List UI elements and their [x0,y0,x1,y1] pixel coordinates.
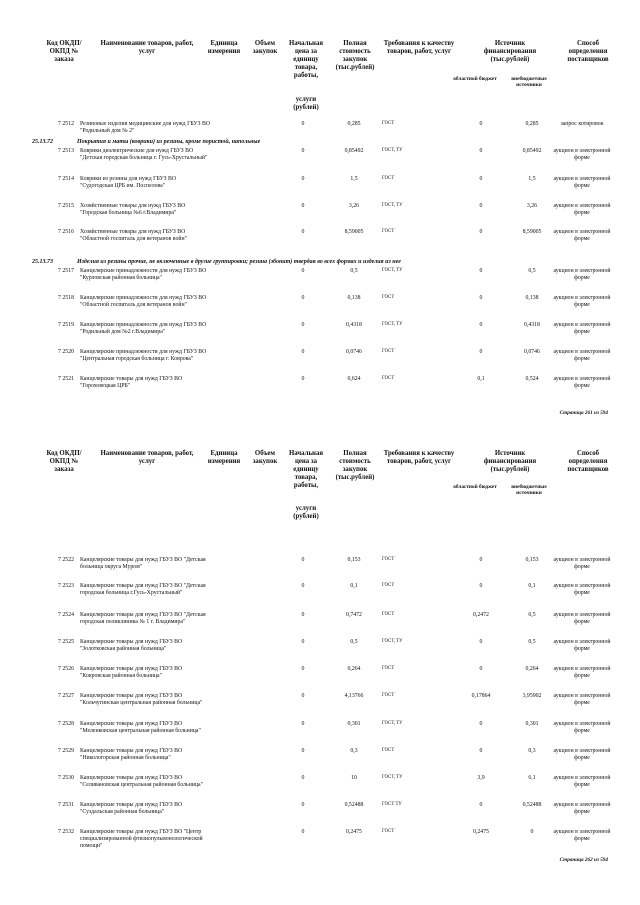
row-method: аукцион в электронной форме [553,203,611,216]
row-total: 3,26 [348,203,360,209]
row-requirements: ГОСТ, ТУ [382,268,403,273]
row-code: 7 2532 [58,829,74,835]
row-code: 7 2517 [58,268,74,274]
row-price: 0 [301,376,305,382]
row-nonbudget: 0,5 [528,268,536,274]
section-code: 25.13.72 [32,139,53,145]
row-regional: 0 [479,721,483,727]
header-code: Код ОКДП/ ОКПД № заказа [46,40,82,63]
row-total: 0,1 [350,583,358,589]
row-code: 7 2512 [58,121,74,127]
row-regional: 0 [479,349,483,355]
row-requirements: ГОСТ, ТУ [382,639,403,644]
row-code: 7 2524 [58,612,74,618]
row-total: 0,5 [350,639,358,645]
row-nonbudget: 6,1 [528,775,536,781]
row-code: 7 2520 [58,349,74,355]
row-price: 0 [301,612,305,618]
row-code: 7 2529 [58,748,74,754]
row-total: 8,59005 [344,229,364,235]
row-nonbudget: 0,52488 [522,802,542,808]
header-source-regional: областной бюджет [453,484,497,490]
row-method: аукцион в электронной форме [553,229,611,242]
row-name: Канцелярские товары для нужд ГБУЗ ВО "Детская городская поликлиника № 1 г. Владимира" [80,612,206,625]
row-method: аукцион в электронной форме [553,295,611,308]
row-code: 7 2522 [58,557,74,563]
document-page-2 [0,440,640,905]
row-method: аукцион в электронной форме [553,612,611,625]
row-method: аукцион в электронной форме [553,775,611,788]
row-name: Коврики из резины для нужд ГБУЗ ВО "Судогодская ЦРБ им. Поспелова" [80,176,176,189]
row-total: 10 [351,775,357,781]
header-price: Начальная цена за единицу товара, работы, [288,450,324,489]
row-regional: 0 [479,268,483,274]
row-regional: 3,9 [477,775,485,781]
row-regional: 0 [479,802,483,808]
row-nonbudget: 0,301 [525,721,539,727]
row-name: Хозяйственные товары для нужд ГБУЗ ВО "Областной госпиталь для ветеранов войн" [80,229,187,242]
row-code: 7 2527 [58,693,74,699]
row-requirements: ГОСТ [382,829,395,834]
row-requirements: ГОСТ [382,229,395,234]
header-source-regional: областной бюджет [453,76,497,82]
row-regional: 0 [479,322,483,328]
document-page-1 [0,0,640,418]
row-requirements: ГОСТ [382,121,395,126]
row-nonbudget: 0,264 [525,666,539,672]
table-header [0,0,640,111]
header-source-nonbudget: внебюджетные источники [511,76,547,89]
row-requirements: ГОСТ [382,295,395,300]
row-regional: 0 [479,583,483,589]
row-regional: 0 [479,748,483,754]
row-price: 0 [301,203,305,209]
row-method: аукцион в электронной форме [553,583,611,596]
row-total: 0,4318 [346,322,362,328]
header-volume: Объем закупок [252,450,278,465]
row-nonbudget: 0,285 [525,121,539,127]
header-method: Способ определения поставщиков [567,450,609,473]
row-nonbudget: 0,85492 [522,148,542,154]
header-code: Код ОКДП/ ОКПД № заказа [46,450,82,473]
row-nonbudget: 1,5 [528,176,536,182]
row-name: Канцелярские товары для нужд ГБУЗ ВО "Никологорская районная больница" [80,748,183,761]
row-requirements: ГОСТ, ТУ [382,775,403,780]
row-code: 7 2515 [58,203,74,209]
row-method: аукцион в электронной форме [553,802,611,815]
row-requirements: ГОСТ, ТУ [382,203,403,208]
section-code: 25.13.73 [32,259,53,265]
row-name: Канцелярские товары для нужд ГБУЗ ВО "Золотковская районная больница" [80,639,183,652]
row-total: 1,5 [350,176,358,182]
row-name: Канцелярские товары для нужд ГБУЗ ВО "Меленковская центральная районная больница" [80,721,201,734]
row-nonbudget: 0,3 [528,748,536,754]
row-total: 0,153 [347,557,361,563]
header-unit: Единица измерения [207,450,241,465]
header-price-sub: услуги (рублей) [293,505,319,520]
row-method: аукцион в электронной форме [553,829,611,842]
row-name: Канцелярские принадлежности для нужд ГБУЗ ВО "Родильный дом №2 г.Владимира" [80,322,207,335]
section-title: Покрытия и маты (коврики) из резины, кроме пористой, напольные [77,139,261,145]
row-name: Канцелярские товары для нужд ГБУЗ ВО "Детская городская больница г.Гусь-Хрустальный" [80,583,206,596]
row-regional: 0 [479,666,483,672]
row-code: 7 2525 [58,639,74,645]
row-nonbudget: 0,524 [525,376,539,382]
row-method: аукцион в электронной форме [553,268,611,281]
row-nonbudget: 0,1 [528,583,536,589]
header-name: Наименование товаров, работ, услуг [100,40,194,55]
row-requirements: ГОСТ ТУ [382,802,402,807]
row-name: Хозяйственные товары для нужд ГБУЗ ВО "Городская больница №6 г.Владимира" [80,203,186,216]
row-nonbudget: 3,26 [526,203,538,209]
row-name: Канцелярские товары для нужд ГБУЗ ВО "Кольчугинская центральная районная больница" [80,693,203,706]
row-method: аукцион в электронной форме [553,666,611,679]
row-requirements: ГОСТ, ТУ [382,148,403,153]
row-nonbudget: 8,59005 [522,229,542,235]
row-code: 7 2528 [58,721,74,727]
row-total: 0,7472 [346,612,362,618]
row-price: 0 [301,775,305,781]
row-price: 0 [301,748,305,754]
row-regional: 0 [479,176,483,182]
row-total: 0,0746 [346,349,362,355]
row-code: 7 2518 [58,295,74,301]
row-nonbudget: 0,138 [525,295,539,301]
row-requirements: ГОСТ [382,693,395,698]
header-source-nonbudget: внебюджетные источники [511,484,547,497]
row-price: 0 [301,148,305,154]
row-method: аукцион в электронной форме [553,148,611,161]
row-requirements: ГОСТ [382,583,395,588]
row-regional: 0,1 [477,376,485,382]
table-header [0,440,640,540]
row-code: 7 2530 [58,775,74,781]
row-requirements: ГОСТ [382,349,395,354]
row-regional: 0 [479,121,483,127]
row-requirements: ГОСТ [382,748,395,753]
row-price: 0 [301,176,305,182]
row-name: Канцелярские принадлежности для нужд ГБУЗ ВО "Курловская районная больница" [80,268,207,281]
row-regional: 0 [479,557,483,563]
row-regional: 0 [479,295,483,301]
row-method: аукцион в электронной форме [553,322,611,335]
row-price: 0 [301,349,305,355]
row-name: Канцелярские товары для нужд ГБУЗ ВО "Детская больница округа Муром" [80,557,206,570]
header-requirements: Требования к качеству товаров, работ, услуг [383,40,455,55]
row-price: 0 [301,583,305,589]
header-requirements: Требования к качеству товаров, работ, услуг [383,450,455,465]
row-price: 0 [301,829,305,835]
row-method: аукцион в электронной форме [553,639,611,652]
section-title: Изделия из резины прочие, не включенные в другие группировки; резина (эбонит) твердая во всех формах и изделия из нее [77,259,401,265]
page-footer: Страница 261 из 594 [559,410,608,416]
row-requirements: ГОСТ, ТУ [382,721,403,726]
row-total: 0,3 [350,748,358,754]
row-name: Канцелярские товары для нужд ГБУЗ ВО "Суздальская районная больница" [80,802,183,815]
row-total: 0,5 [350,268,358,274]
section-heading [32,139,612,146]
header-total: Полная стоимость закупок (тыс.рублей) [335,450,375,481]
row-total: 0,285 [347,121,361,127]
row-nonbudget: 0,0746 [524,349,540,355]
row-code: 7 2523 [58,583,74,589]
row-method: аукцион в электронной форме [553,376,611,389]
row-method: аукцион в электронной форме [553,693,611,706]
row-requirements: ГОСТ [382,376,395,381]
row-method: аукцион в электронной форме [553,721,611,734]
row-nonbudget: 0,153 [525,557,539,563]
row-regional: 0,17864 [471,693,491,699]
row-code: 7 2514 [58,176,74,182]
header-method: Способ определения поставщиков [567,40,609,63]
row-total: 0,138 [347,295,361,301]
row-regional: 0,2472 [473,612,489,618]
row-name: Канцелярские принадлежности для нужд ГБУЗ ВО "Областной госпиталь для ветеранов войн" [80,295,207,308]
row-regional: 0 [479,229,483,235]
row-code: 7 2516 [58,229,74,235]
row-price: 0 [301,295,305,301]
row-nonbudget: 3,95902 [522,693,542,699]
row-requirements: ГОСТ [382,557,395,562]
row-price: 0 [301,268,305,274]
row-name: Канцелярские товары для нужд ГБУЗ ВО "Центр специализированной фтизиопульмонологической помощи" [80,829,203,849]
row-code: 7 2519 [58,322,74,328]
header-source: Источник финансирования (тыс.рублей) [483,40,537,63]
row-total: 0,624 [347,376,361,382]
row-requirements: ГОСТ, ТУ [382,322,403,327]
header-source: Источник финансирования (тыс.рублей) [483,450,537,473]
row-code: 7 2531 [58,802,74,808]
row-requirements: ГОСТ [382,612,395,617]
row-total: 4,13766 [344,693,364,699]
row-nonbudget: 0,5 [528,612,536,618]
header-name: Наименование товаров, работ, услуг [100,450,194,465]
row-regional: 0 [479,148,483,154]
row-name: Канцелярские товары для нужд ГБУЗ ВО "Ковровская районная больница" [80,666,183,679]
row-total: 0,2475 [346,829,362,835]
row-total: 0,301 [347,721,361,727]
row-code: 7 2526 [58,666,74,672]
row-method: аукцион в электронной форме [553,557,611,570]
row-price: 0 [301,666,305,672]
row-name: Канцелярские товары для нужд ГБУЗ ВО "Гороховецкая ЦРБ" [80,376,183,389]
page-footer: Страница 262 из 594 [559,857,608,863]
row-nonbudget: 0,4318 [524,322,540,328]
header-price-sub: услуги (рублей) [293,96,319,111]
row-name: Резиновые изделия медицинские для нужд ГБУЗ ВО "Родильный дом № 2" [80,121,210,134]
row-regional: 0 [479,203,483,209]
row-code: 7 2513 [58,148,74,154]
row-regional: 0,2475 [473,829,489,835]
row-price: 0 [301,721,305,727]
row-price: 0 [301,557,305,563]
row-code: 7 2521 [58,376,74,382]
row-method: аукцион в электронной форме [553,748,611,761]
row-nonbudget: 0 [530,829,534,835]
row-name: Коврики диэлектрические для нужд ГБУЗ ВО "Детская городская больница г. Гусь-Хрустальный" [80,148,208,161]
row-price: 0 [301,322,305,328]
row-method: аукцион в электронной форме [553,176,611,189]
row-requirements: ГОСТ [382,176,395,181]
row-method: аукцион в электронной форме [553,349,611,362]
section-heading [32,259,612,266]
row-method: запрос котировок [560,121,604,127]
row-total: 0,85492 [344,148,364,154]
row-total: 0,52488 [344,802,364,808]
row-price: 0 [301,639,305,645]
header-price: Начальная цена за единицу товара, работы, [288,40,324,79]
row-nonbudget: 0,5 [528,639,536,645]
row-regional: 0 [479,639,483,645]
header-total: Полная стоимость закупок (тыс.рублей) [335,40,375,71]
row-price: 0 [301,693,305,699]
header-volume: Объем закупок [252,40,278,55]
header-unit: Единица измерения [207,40,241,55]
row-total: 0,264 [347,666,361,672]
row-price: 0 [301,121,305,127]
row-name: Канцелярские товары для нужд ГБУЗ ВО "Селивановская центральная районная больница" [80,775,203,788]
row-price: 0 [301,229,305,235]
row-requirements: ГОСТ [382,666,395,671]
row-price: 0 [301,802,305,808]
row-name: Канцелярские принадлежности для нужд ГБУЗ ВО "Центральная городская больница г. Коврова" [80,349,207,362]
